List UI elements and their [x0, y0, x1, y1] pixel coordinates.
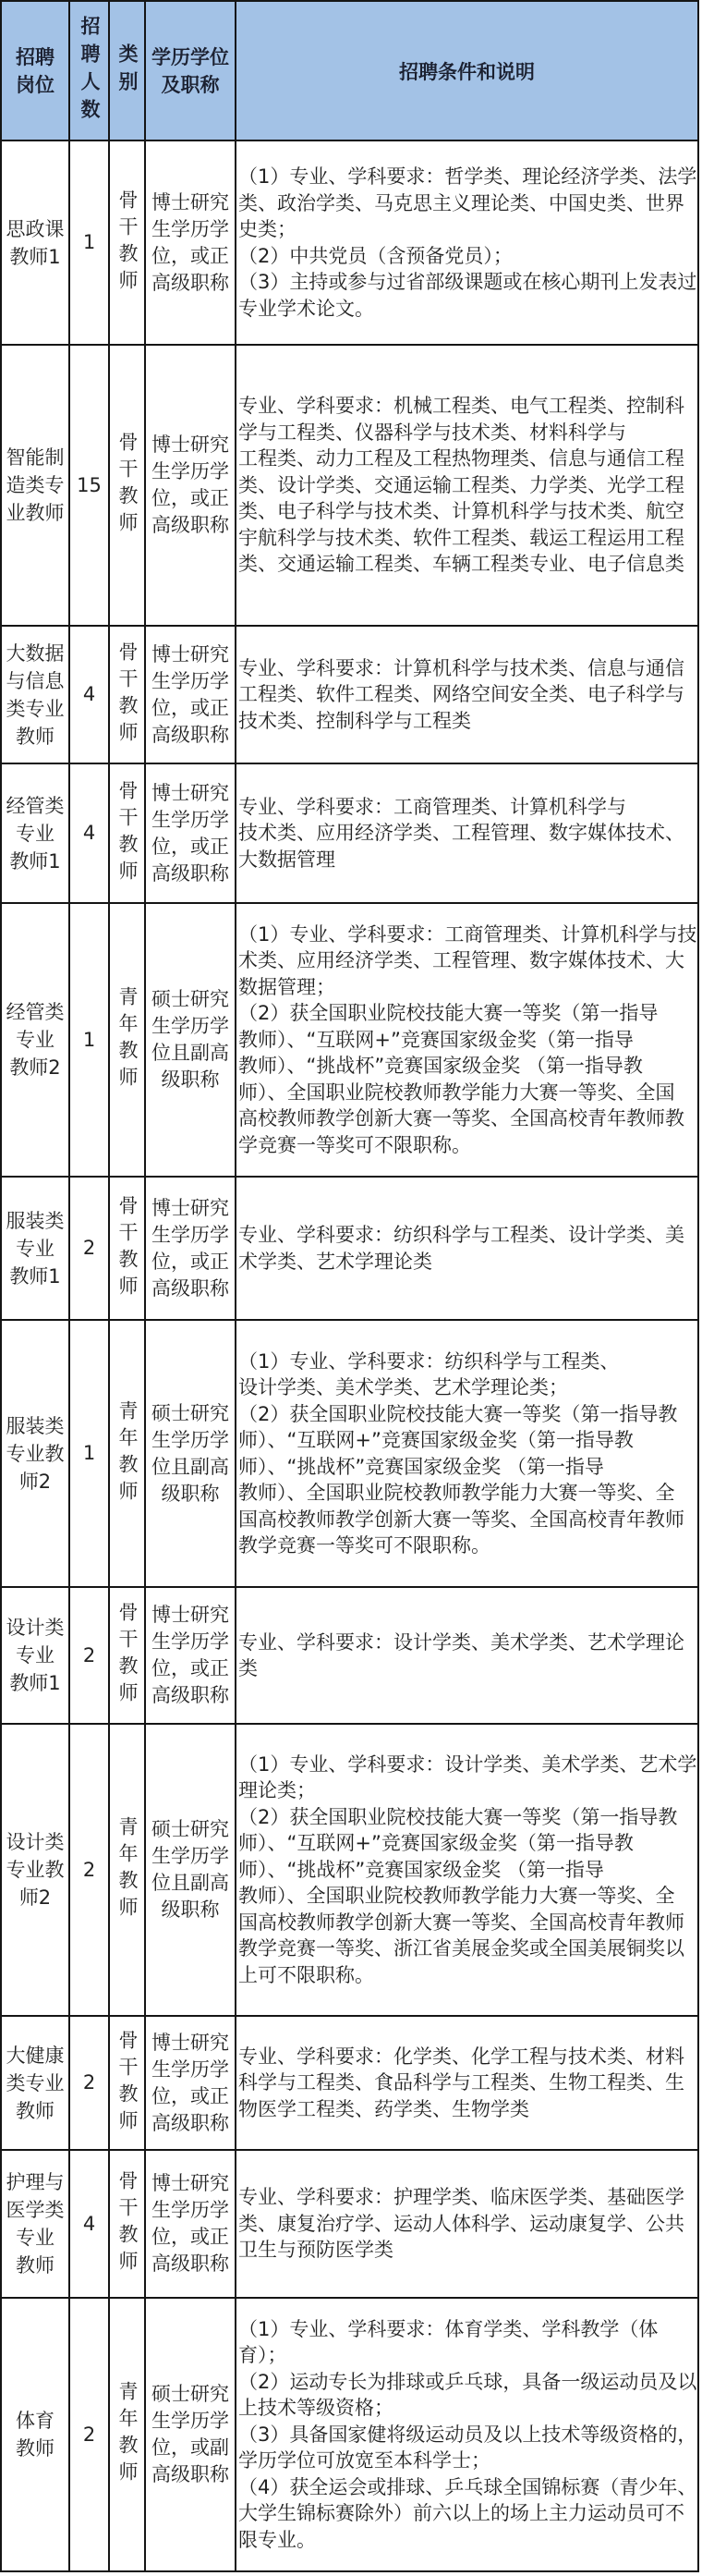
requirements-cell — [236, 1321, 699, 1588]
text-line: 智能制 — [6, 446, 65, 469]
category-cell — [110, 2299, 146, 2572]
position-lines — [6, 1828, 65, 1911]
text-line: 位，或正 — [151, 487, 229, 509]
category-label: 骨干教师 — [116, 432, 139, 539]
text-line: 师2 — [18, 1470, 52, 1493]
category-cell — [110, 1178, 146, 1321]
degree-lines — [151, 1602, 229, 1709]
position-cell — [2, 904, 70, 1178]
text-line: 高级职称 — [151, 1276, 229, 1300]
requirements-lines — [238, 794, 684, 873]
header-category-label: 类别 — [116, 43, 139, 99]
category-cell — [110, 2151, 146, 2299]
text-line: 育）； — [238, 2344, 287, 2367]
position-cell — [2, 141, 70, 346]
text-line: 类、电子科学与技术类、计算机科学与技术类、航空 — [238, 500, 684, 523]
text-line: 教师1 — [9, 1264, 61, 1288]
requirements-cell — [236, 764, 699, 904]
text-line: 体育 — [16, 2410, 54, 2432]
text-line: （1）专业、学科要求：工商管理类、计算机科学与技 — [238, 922, 697, 946]
text-line: （1）专业、学科要求：哲学类、理论经济学类、法学 — [238, 165, 697, 188]
degree-lines — [151, 432, 229, 539]
category-label: 骨干教师 — [116, 641, 139, 749]
degree-cell — [146, 1321, 236, 1588]
text-line: 上可不限职称。 — [238, 1963, 374, 1986]
text-line: 专业 — [16, 1644, 54, 1666]
text-line: 国高校教师教学创新大赛一等奖、全国高校青年教师 — [238, 1911, 684, 1934]
position-cell — [2, 2017, 70, 2151]
text-line: 专业 — [16, 1029, 54, 1051]
text-line: 理论类； — [238, 1779, 316, 1802]
text-line: 高级职称 — [151, 723, 229, 746]
text-line: 专业 — [16, 2227, 54, 2249]
requirements-lines — [238, 1222, 684, 1275]
position-cell — [2, 1588, 70, 1725]
category-cell — [110, 1588, 146, 1725]
category-label: 骨干教师 — [116, 2170, 139, 2277]
text-line: 技术类、控制科学与工程类 — [238, 709, 471, 732]
count-cell — [70, 2017, 110, 2151]
text-line: 高级职称 — [151, 861, 229, 885]
degree-cell — [146, 904, 236, 1178]
count-cell — [70, 1588, 110, 1725]
text-line: 大数据管理 — [238, 848, 335, 871]
text-line: 位，或正 — [151, 2084, 229, 2107]
text-line: （2）获全国职业院校技能大赛一等奖（第一指导教 — [238, 1402, 678, 1425]
position-lines — [6, 2168, 65, 2279]
text-line: 教师）、“挑战杯”竞赛国家级金奖 （第一指导教 — [238, 1055, 643, 1078]
count-cell — [70, 346, 110, 627]
text-line: 位，或副 — [151, 2436, 229, 2459]
position-cell — [2, 627, 70, 764]
text-line: 教师 — [16, 2254, 54, 2277]
text-line: 博士研究 — [151, 1604, 229, 1626]
text-line: 师）、“挑战杯”竞赛国家级金奖 （第一指导 — [238, 1858, 604, 1881]
degree-cell — [146, 1725, 236, 2017]
header-category — [110, 2, 146, 141]
text-line: 生学历学 — [151, 2057, 229, 2081]
headcount: 2 — [82, 2423, 96, 2446]
count-cell — [70, 2151, 110, 2299]
text-line: 博士研究 — [151, 433, 229, 456]
requirements-cell — [236, 904, 699, 1178]
category-label: 骨干教师 — [116, 189, 139, 297]
header-requirements-label: 招聘条件和说明 — [399, 60, 535, 83]
text-line: 宇航科学与技术类、软件工程类、载运工程运用工程 — [238, 526, 684, 549]
requirements-lines — [238, 393, 684, 578]
text-line: 术学类、艺术学理论类 — [238, 1250, 432, 1273]
requirements-lines — [238, 2316, 696, 2554]
text-line: 高级职称 — [151, 2111, 229, 2134]
text-line: 博士研究 — [151, 2031, 229, 2054]
headcount: 15 — [77, 473, 102, 496]
text-line: 专业、学科要求：化学类、化学工程与技术类、材料 — [238, 2045, 684, 2068]
text-line: 博士研究 — [151, 190, 229, 214]
requirements-lines — [238, 1349, 684, 1559]
text-line: 位，或正 — [151, 835, 229, 858]
requirements-lines — [238, 2184, 684, 2264]
text-line: 生学历学 — [151, 1630, 229, 1653]
position-lines — [6, 215, 65, 271]
count-cell — [70, 1321, 110, 1588]
text-line: 科学与工程类、食品科学与工程类、生物工程类、生 — [238, 2071, 684, 2094]
text-line: 专业 — [16, 822, 54, 845]
text-line: 国高校教师教学创新大赛一等奖、全国高校青年教师 — [238, 1508, 684, 1531]
degree-lines — [151, 986, 229, 1093]
category-cell — [110, 904, 146, 1178]
text-line: 师）、“互联网+”竞赛国家级金奖（第一指导教 — [238, 1832, 634, 1855]
degree-cell — [146, 764, 236, 904]
requirements-cell — [236, 1178, 699, 1321]
text-line: 位且副高 — [151, 1042, 229, 1064]
text-line: 教师1 — [9, 245, 61, 268]
text-line: 教师 — [16, 725, 54, 748]
text-line: （1）专业、学科要求：纺织科学与工程类、 — [238, 1349, 620, 1373]
text-line: 设计类 — [6, 1831, 65, 1853]
text-line: 生学历学 — [151, 808, 229, 831]
text-line: 高校教师教学创新大赛一等奖、全国高校青年教师教 — [238, 1107, 684, 1130]
category-cell — [110, 2017, 146, 2151]
text-line: 类、交通运输工程类、车辆工程类专业、电子信息类 — [238, 553, 684, 576]
text-line: 教师2 — [9, 1056, 61, 1079]
text-line: 经管类 — [6, 794, 65, 817]
degree-cell — [146, 346, 236, 627]
header-requirements — [236, 2, 699, 141]
text-line: 生学历学 — [151, 1223, 229, 1246]
requirements-lines — [238, 655, 684, 735]
text-line: 设计类 — [6, 1617, 65, 1639]
count-cell — [70, 627, 110, 764]
position-lines — [6, 1614, 65, 1697]
requirements-cell — [236, 346, 699, 627]
degree-lines — [151, 1816, 229, 1923]
text-line: 大数据 — [6, 641, 65, 665]
text-line: 硕士研究 — [151, 1818, 229, 1840]
text-line: 级职称 — [161, 1898, 220, 1921]
requirements-cell — [236, 627, 699, 764]
text-line: 生学历学 — [151, 1015, 229, 1037]
degree-lines — [151, 1195, 229, 1302]
text-line: 学历学位可放宽至本科学士； — [238, 2449, 490, 2472]
text-line: 大健康 — [6, 2044, 65, 2067]
text-line: 专业、学科要求：机械工程类、电气工程类、控制科 — [238, 395, 684, 418]
text-line: 经管类 — [6, 1001, 65, 1023]
text-line: 及职称 — [161, 73, 220, 96]
headcount: 1 — [82, 1028, 96, 1051]
text-line: 医学类 — [6, 2199, 65, 2221]
degree-lines — [151, 2030, 229, 2137]
text-line: 高级职称 — [151, 1684, 229, 1706]
headcount: 1 — [82, 231, 96, 253]
text-line: 专业、学科要求：设计学类、美术学类、艺术学理论 — [238, 1630, 684, 1654]
text-line: 教师）、“互联网+”竞赛国家级金奖（第一指导 — [238, 1028, 634, 1051]
text-line: 高级职称 — [151, 2463, 229, 2485]
degree-cell — [146, 2017, 236, 2151]
text-line: （2）中共党员（含预备党员）； — [238, 244, 513, 267]
category-cell — [110, 1725, 146, 2017]
text-line: 生学历学 — [151, 669, 229, 692]
text-line: 高级职称 — [151, 271, 229, 294]
position-cell — [2, 2151, 70, 2299]
text-line: 博士研究 — [151, 2172, 229, 2194]
count-cell — [70, 764, 110, 904]
text-line: 服装类 — [6, 1414, 65, 1437]
header-position — [2, 2, 70, 141]
position-lines — [6, 1207, 65, 1290]
text-line: 级职称 — [161, 1068, 220, 1091]
count-cell — [70, 141, 110, 346]
text-line: 岗位 — [16, 73, 54, 96]
text-line: （1）专业、学科要求：体育学类、学科教学（体 — [238, 2317, 659, 2340]
degree-lines — [151, 1400, 229, 1508]
text-line: 卫生与预防医学类 — [238, 2239, 393, 2262]
header-degree — [146, 2, 236, 141]
text-line: 生学历学 — [151, 1428, 229, 1451]
text-line: 教学竞赛一等奖可不限职称。 — [238, 1534, 490, 1557]
text-line: 服装类 — [6, 1209, 65, 1232]
text-line: （2）运动专长为排球或乒乓球，具备一级运动员及以 — [238, 2370, 697, 2393]
text-line: 史类； — [238, 218, 297, 240]
text-line: 生学历学 — [151, 460, 229, 482]
headcount: 4 — [82, 822, 96, 844]
text-line: （3）主持或参与过省部级课题或在核心期刊上发表过 — [238, 271, 697, 293]
degree-cell — [146, 627, 236, 764]
text-line: 类 — [238, 1657, 258, 1679]
requirements-cell — [236, 1725, 699, 2017]
header-degree-lines — [151, 43, 229, 99]
header-position-lines — [16, 43, 54, 99]
degree-lines — [151, 189, 229, 297]
text-line: 教师1 — [9, 849, 61, 873]
text-line: 硕士研究 — [151, 988, 229, 1010]
text-line: 数据管理； — [238, 975, 335, 998]
degree-lines — [151, 2381, 229, 2488]
position-cell — [2, 1178, 70, 1321]
requirements-lines — [238, 922, 696, 1159]
text-line: 生学历学 — [151, 2410, 229, 2432]
count-cell — [70, 2299, 110, 2572]
text-line: 物医学工程类、药学类、生物学类 — [238, 2097, 529, 2120]
category-label: 青年教师 — [116, 1816, 139, 1923]
requirements-cell — [236, 1588, 699, 1725]
text-line: 专业、学科要求：计算机科学与技术类、信息与通信 — [238, 656, 684, 679]
text-line: 师）、全国职业院校教师教学能力大赛一等奖、全国 — [238, 1080, 675, 1104]
requirements-lines — [238, 2044, 684, 2123]
requirements-lines — [238, 164, 696, 322]
headcount: 2 — [82, 1643, 96, 1666]
text-line: 位，或正 — [151, 244, 229, 267]
degree-cell — [146, 1178, 236, 1321]
count-cell — [70, 1725, 110, 2017]
text-line: （3）具备国家健将级运动员及以上技术等级资格的， — [238, 2423, 697, 2446]
text-line: 专业、学科要求：纺织科学与工程类、设计学类、美 — [238, 1224, 684, 1246]
position-cell — [2, 1321, 70, 1588]
text-line: 位，或正 — [151, 1250, 229, 1273]
text-line: 硕士研究 — [151, 2383, 229, 2405]
text-line: 学历学位 — [151, 45, 229, 68]
text-line: 类专业 — [6, 697, 65, 720]
degree-cell — [146, 2299, 236, 2572]
text-line: 生学历学 — [151, 1845, 229, 1867]
text-line: 师）、“挑战杯”竞赛国家级金奖 （第一指导 — [238, 1455, 604, 1478]
count-cell — [70, 1178, 110, 1321]
text-line: 师）、“互联网+”竞赛国家级金奖（第一指导教 — [238, 1429, 634, 1451]
text-line: 工程类、软件工程类、网络空间安全类、电子科学与 — [238, 683, 684, 706]
category-label: 骨干教师 — [116, 779, 139, 887]
text-line: 师2 — [18, 1886, 52, 1909]
text-line: 位且副高 — [151, 1455, 229, 1478]
position-lines — [16, 2407, 54, 2462]
text-line: 高级职称 — [151, 2252, 229, 2275]
text-line: 大学生锦标赛除外）前六以上的场上主力运动员可不 — [238, 2502, 684, 2525]
text-line: 生学历学 — [151, 217, 229, 240]
text-line: （4）获全运会或排球、乒乓球全国锦标赛（青少年、 — [238, 2475, 697, 2498]
headcount: 2 — [82, 1237, 96, 1259]
headcount: 4 — [82, 2212, 96, 2235]
position-lines — [6, 444, 65, 527]
text-line: 教师）、全国职业院校教师教学能力大赛一等奖、全 — [238, 1482, 675, 1504]
text-line: 类、设计学类、交通运输工程类、力学类、光学工程 — [238, 473, 684, 496]
category-cell — [110, 764, 146, 904]
text-line: 博士研究 — [151, 781, 229, 804]
position-lines — [6, 792, 65, 875]
position-cell — [2, 346, 70, 627]
text-line: 思政课 — [6, 217, 65, 240]
header-count-label: 招聘人数 — [79, 15, 101, 127]
text-line: 招聘 — [16, 45, 54, 68]
text-line: 类专业 — [6, 2071, 65, 2094]
headcount: 4 — [82, 683, 96, 705]
text-line: 位，或正 — [151, 2226, 229, 2248]
text-line: 专业教 — [6, 1442, 65, 1465]
degree-cell — [146, 1588, 236, 1725]
text-line: 设计学类、美术学类、艺术学理论类； — [238, 1376, 568, 1398]
category-label: 青年教师 — [116, 1399, 139, 1508]
requirements-lines — [238, 1752, 696, 1989]
text-line: 位，或正 — [151, 696, 229, 719]
text-line: 教师 — [16, 2099, 54, 2122]
degree-lines — [151, 2170, 229, 2277]
category-cell — [110, 141, 146, 346]
position-cell — [2, 764, 70, 904]
requirements-lines — [238, 1630, 684, 1682]
text-line: （2）获全国职业院校技能大赛一等奖（第一指导 — [238, 1002, 659, 1025]
header-count — [70, 2, 110, 141]
position-cell — [2, 1725, 70, 2017]
text-line: 硕士研究 — [151, 1401, 229, 1424]
position-lines — [6, 998, 65, 1081]
text-line: 级职称 — [161, 1482, 220, 1505]
category-cell — [110, 346, 146, 627]
headcount: 2 — [82, 1858, 96, 1881]
headcount: 2 — [82, 2071, 96, 2094]
text-line: 工程类、动力工程及工程热物理类、信息与通信工程 — [238, 447, 684, 470]
position-lines — [6, 2042, 65, 2125]
position-lines — [6, 1412, 65, 1496]
category-label: 青年教师 — [116, 986, 139, 1093]
text-line: 教师 — [16, 2437, 54, 2460]
text-line: 专业、学科要求：工商管理类、计算机科学与 — [238, 795, 626, 818]
degree-lines — [151, 780, 229, 887]
text-line: 术类、应用经济学类、工程管理、数字媒体技术、大 — [238, 949, 684, 972]
text-line: 造类专 — [6, 474, 65, 496]
text-line: 与信息 — [6, 669, 65, 692]
degree-cell — [146, 2151, 236, 2299]
requirements-cell — [236, 2151, 699, 2299]
category-label: 骨干教师 — [116, 2029, 139, 2137]
text-line: 位，或正 — [151, 1657, 229, 1679]
text-line: 学竞赛一等奖可不限职称。 — [238, 1133, 471, 1156]
text-line: 教师）、全国职业院校教师教学能力大赛一等奖、全 — [238, 1885, 675, 1908]
category-cell — [110, 1321, 146, 1588]
requirements-cell — [236, 2299, 699, 2572]
text-line: 位且副高 — [151, 1872, 229, 1894]
text-line: 专业教 — [6, 1859, 65, 1881]
text-line: 高级职称 — [151, 514, 229, 536]
text-line: （2）获全国职业院校技能大赛一等奖（第一指导教 — [238, 1805, 678, 1828]
text-line: 上技术等级资格； — [238, 2397, 393, 2420]
position-lines — [6, 640, 65, 751]
category-label: 青年教师 — [116, 2381, 139, 2488]
text-line: 类、政治学类、马克思主义理论类、中国史类、世界 — [238, 191, 684, 214]
requirements-cell — [236, 141, 699, 346]
category-label: 骨干教师 — [116, 1602, 139, 1709]
degree-lines — [151, 641, 229, 749]
position-cell — [2, 2299, 70, 2572]
text-line: 博士研究 — [151, 1196, 229, 1219]
text-line: 专业、学科要求：护理学类、临床医学类、基础医学 — [238, 2186, 684, 2209]
text-line: 专业学术论文。 — [238, 297, 374, 320]
text-line: 教师1 — [9, 1672, 61, 1694]
text-line: 博士研究 — [151, 642, 229, 665]
text-line: 护理与 — [6, 2171, 65, 2193]
category-label: 骨干教师 — [116, 1194, 139, 1302]
text-line: 学与工程类、仪器科学与技术类、材料科学与 — [238, 421, 626, 444]
headcount: 1 — [82, 1442, 96, 1464]
text-line: 限专业。 — [238, 2528, 316, 2551]
text-line: 专业 — [16, 1237, 54, 1260]
requirements-cell — [236, 2017, 699, 2151]
count-cell — [70, 904, 110, 1178]
degree-cell — [146, 141, 236, 346]
text-line: 技术类、应用经济学类、工程管理、数字媒体技术、 — [238, 822, 684, 845]
text-line: 生学历学 — [151, 2199, 229, 2221]
text-line: 业教师 — [6, 502, 65, 524]
text-line: 教学竞赛一等奖、浙江省美展金奖或全国美展铜奖以 — [238, 1937, 684, 1960]
text-line: 类、康复治疗学、运动人体科学、运动康复学、公共 — [238, 2212, 684, 2235]
category-cell — [110, 627, 146, 764]
text-line: （1）专业、学科要求：设计学类、美术学类、艺术学 — [238, 1752, 697, 1776]
